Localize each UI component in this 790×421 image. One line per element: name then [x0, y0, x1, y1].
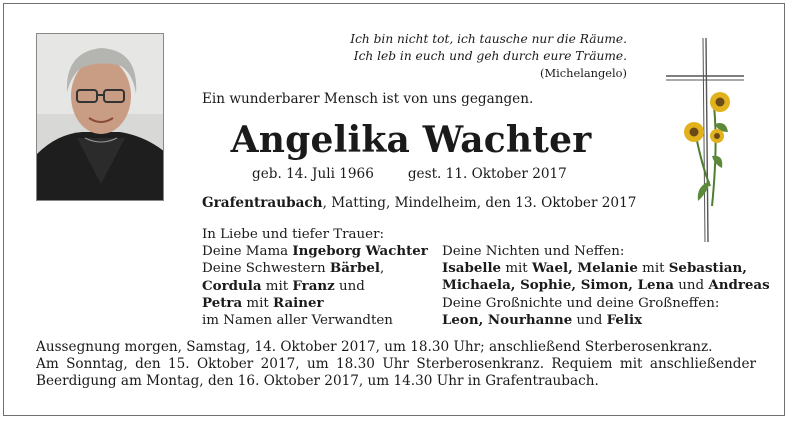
- nieces-column: [442, 243, 770, 329]
- intro-text: Ein wunderbarer Mensch ist von uns gegangen.: [202, 91, 534, 107]
- partner-name: Franz: [292, 277, 335, 294]
- mama-prefix: Deine Mama: [202, 244, 293, 260]
- mit-word: mit: [501, 261, 532, 277]
- mourners-column: [202, 226, 428, 329]
- life-dates: [252, 166, 567, 182]
- grand-name: Felix: [606, 311, 643, 328]
- birth-date: geb. 14. Juli 1966: [252, 166, 374, 182]
- mourner-line: [202, 278, 428, 295]
- deceased-name: Angelika Wachter: [230, 119, 592, 161]
- und-word: und: [673, 278, 709, 294]
- und-word: und: [334, 278, 365, 294]
- mit-word: mit: [242, 295, 274, 311]
- mourner-line: [202, 243, 428, 260]
- niece-name: Michaela, Sophie, Simon, Lena: [442, 277, 674, 294]
- sister-name: Cordula: [202, 277, 262, 294]
- mit-word: mit: [261, 278, 293, 294]
- niece-name: Wael, Melanie: [531, 260, 638, 277]
- mourner-line: [202, 260, 428, 277]
- portrait-photo: [36, 33, 164, 201]
- sisters-prefix: Deine Schwestern: [202, 261, 330, 277]
- place-rest: , Matting, Mindelheim, den 13. Oktober 2017: [322, 195, 637, 211]
- place-date-line: [202, 195, 636, 211]
- quote-line-2: Ich leb in euch und geh durch eure Träume.: [353, 49, 627, 63]
- service-line-3: Beerdigung am Montag, den 16. Oktober 2017, um 14.30 Uhr in Grafentraubach.: [36, 373, 599, 389]
- mourners-heading: In Liebe und tiefer Trauer:: [202, 227, 385, 242]
- niece-name: Sebastian,: [668, 260, 747, 277]
- mama-name: Ingeborg Wachter: [292, 243, 428, 260]
- sister-name: Petra: [202, 294, 243, 311]
- und-word: und: [572, 312, 607, 328]
- quote-block: [350, 31, 627, 82]
- death-date: gest. 11. Oktober 2017: [407, 166, 567, 182]
- comma: ,: [379, 261, 385, 277]
- partner-name: Rainer: [273, 294, 324, 311]
- quote-line-1: Ich bin nicht tot, ich tausche nur die Räume.: [350, 32, 627, 46]
- service-details: [36, 339, 756, 390]
- mourner-line: [202, 295, 428, 312]
- niece-name: Isabelle: [442, 260, 502, 277]
- service-line-2: Am Sonntag, den 15. Oktober 2017, um 18.30 Uhr Sterberosenkranz. Requiem mit anschließender: [36, 356, 756, 372]
- grand-name: Leon, Nourhanne: [442, 311, 573, 328]
- niece-name: Andreas: [708, 277, 770, 294]
- nieces-heading: Deine Nichten und Neffen:: [442, 244, 625, 259]
- service-line-1: Aussegnung morgen, Samstag, 14. Oktober 2017, um 18.30 Uhr; anschließend Sterberosenkranz.: [36, 339, 713, 355]
- niece-line: [442, 277, 770, 294]
- grand-line: [442, 312, 770, 329]
- niece-line: [442, 260, 770, 277]
- cross-with-sunflowers-icon: [662, 36, 752, 246]
- sister-name: Bärbel: [329, 260, 380, 277]
- relatives-line: im Namen aller Verwandten: [202, 313, 393, 329]
- place-town: Grafentraubach: [202, 195, 323, 211]
- quote-author: (Michelangelo): [540, 66, 627, 80]
- grand-heading: Deine Großnichte und deine Großneffen:: [442, 295, 720, 311]
- mit-word: mit: [637, 261, 669, 277]
